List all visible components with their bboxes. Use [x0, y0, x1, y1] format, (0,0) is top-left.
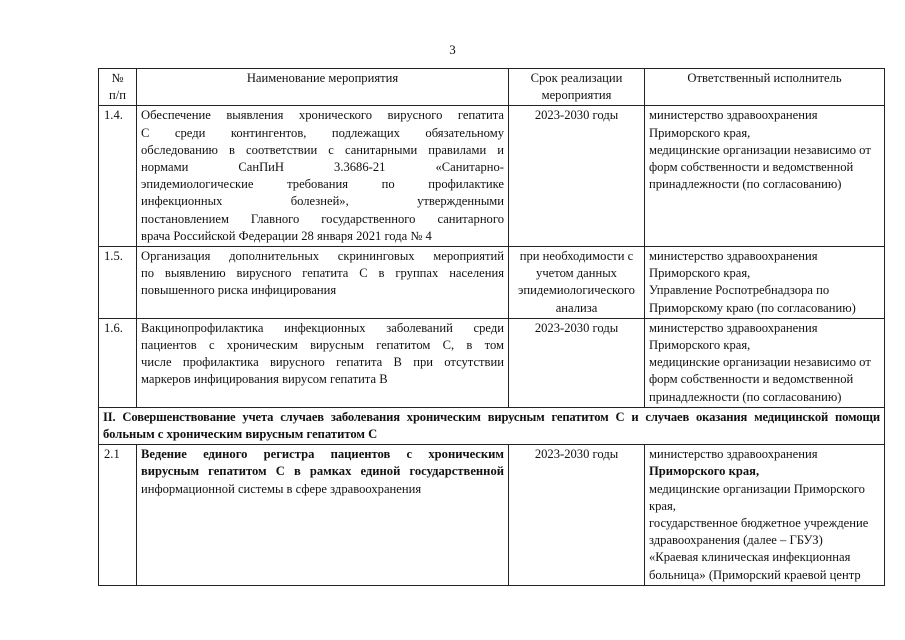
measure-responsible: министерство здравоохранения Приморского края, Управление Роспотребнадзора по Приморскому краю (по согласованию) [645, 247, 885, 319]
row-number: 1.5. [99, 247, 137, 319]
header-responsible: Ответственный исполнитель [645, 69, 885, 106]
table-row [99, 106, 885, 247]
table-row [99, 318, 885, 407]
table-row [99, 445, 885, 586]
measure-term: при необходимости с учетом данных эпидемиологического анализа [509, 247, 645, 319]
row-number: 1.6. [99, 318, 137, 407]
measure-term: 2023-2030 годы [509, 106, 645, 247]
section-heading-row [99, 407, 885, 444]
measure-name: Обеспечение выявления хронического вирусного гепатита С среди контингентов, подлежащих обязательному обследованию в соответствии с санитарными правилами и нормами СанПиН 3.3686-21 «Санитарно- эпидемиологические требования по профилактике инфекционных болезней», утвержденными постановлением Главного государственного санитарного врача Российской Федерации 28 января 2021 года № 4 [137, 106, 509, 247]
measure-term: 2023-2030 годы [509, 445, 645, 586]
measures-table [98, 68, 885, 586]
measure-responsible: министерство здравоохранения Приморского края, медицинские организации независимо от форм собственности и ведомственной принадлежности (по согласованию) [645, 106, 885, 247]
section-heading: II. Совершенствование учета случаев заболевания хроническим вирусным гепатитом С и случаев оказания медицинской помощи больным с хроническим вирусным гепатитом С [99, 407, 885, 444]
header-num: № п/п [99, 69, 137, 106]
table-row [99, 247, 885, 319]
row-number: 2.1 [99, 445, 137, 586]
table-header-row [99, 69, 885, 106]
measure-term: 2023-2030 годы [509, 318, 645, 407]
page-number: 3 [449, 42, 456, 57]
header-term: Срок реализации мероприятия [509, 69, 645, 106]
row-number: 1.4. [99, 106, 137, 247]
measure-name: Ведение единого регистра пациентов с хроническим вирусным гепатитом С в рамках единой государственной информационной системы в сфере здравоохранения [137, 445, 509, 586]
measure-name: Организация дополнительных скрининговых мероприятий по выявлению вирусного гепатита С в группах населения повышенного риска инфицирования [137, 247, 509, 319]
measure-name: Вакцинопрофилактика инфекционных заболеваний среди пациентов с хроническим вирусным гепатитом С, в том числе профилактика вирусного гепатита В при отсутствии маркеров инфицирования вирусом гепатита В [137, 318, 509, 407]
header-name: Наименование мероприятия [137, 69, 509, 106]
measure-responsible: министерство здравоохранения Приморского края, медицинские организации независимо от форм собственности и ведомственной принадлежности (по согласованию) [645, 318, 885, 407]
measure-responsible: министерство здравоохранения Приморского края, медицинские организации Приморского края, государственное бюджетное учреждение здравоохранения (далее – ГБУЗ) «Краевая клиническая инфекционная больница» (Приморский краевой центр [645, 445, 885, 586]
